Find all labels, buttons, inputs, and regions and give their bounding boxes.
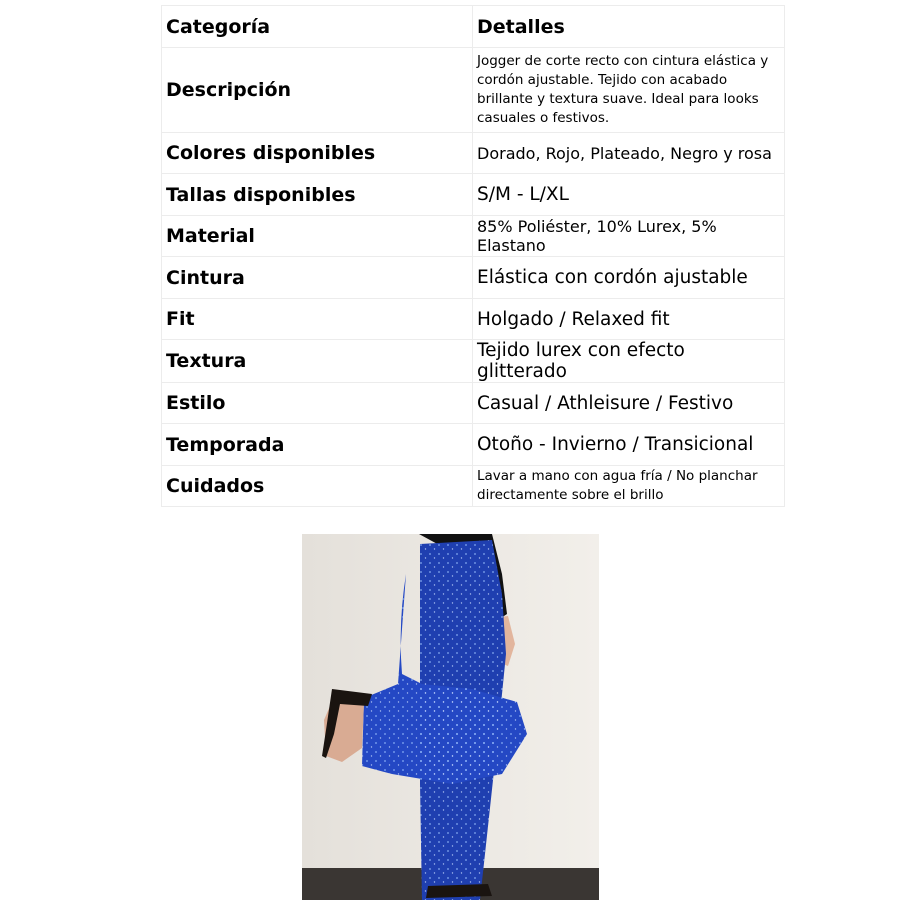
row-category: Estilo <box>162 383 473 424</box>
table-row <box>162 299 785 340</box>
header-details: Detalles <box>473 6 785 48</box>
product-spec-table <box>161 5 785 507</box>
table-row <box>162 466 785 507</box>
row-category: Fit <box>162 299 473 340</box>
row-details: S/M - L/XL <box>473 174 785 216</box>
row-details: Otoño - Invierno / Transicional <box>473 424 785 466</box>
product-photo <box>302 534 599 900</box>
row-category: Temporada <box>162 424 473 466</box>
row-category: Cuidados <box>162 466 473 507</box>
header-category: Categoría <box>162 6 473 48</box>
table-row <box>162 48 785 133</box>
table-row <box>162 340 785 383</box>
table-row <box>162 383 785 424</box>
row-details: Casual / Athleisure / Festivo <box>473 383 785 424</box>
row-category: Descripción <box>162 48 473 133</box>
row-category: Cintura <box>162 257 473 299</box>
table-row <box>162 133 785 174</box>
table-row <box>162 257 785 299</box>
row-details: Elástica con cordón ajustable <box>473 257 785 299</box>
row-category: Colores disponibles <box>162 133 473 174</box>
table-header-row <box>162 6 785 48</box>
row-category: Material <box>162 216 473 257</box>
standing-shoe <box>426 884 492 898</box>
row-details: 85% Poliéster, 10% Lurex, 5% Elastano <box>473 216 785 257</box>
pants-illustration <box>302 534 599 900</box>
table-row <box>162 216 785 257</box>
row-details: Jogger de corte recto con cintura elástica y cordón ajustable. Tejido con acabado brillante y textura suave. Ideal para looks casuales o festivos. <box>473 48 785 133</box>
row-details: Dorado, Rojo, Plateado, Negro y rosa <box>473 133 785 174</box>
row-category: Tallas disponibles <box>162 174 473 216</box>
row-details: Tejido lurex con efecto glitterado <box>473 340 785 383</box>
row-details: Holgado / Relaxed fit <box>473 299 785 340</box>
row-category: Textura <box>162 340 473 383</box>
table-row <box>162 174 785 216</box>
table-row <box>162 424 785 466</box>
row-details: Lavar a mano con agua fría / No planchar directamente sobre el brillo <box>473 466 785 507</box>
